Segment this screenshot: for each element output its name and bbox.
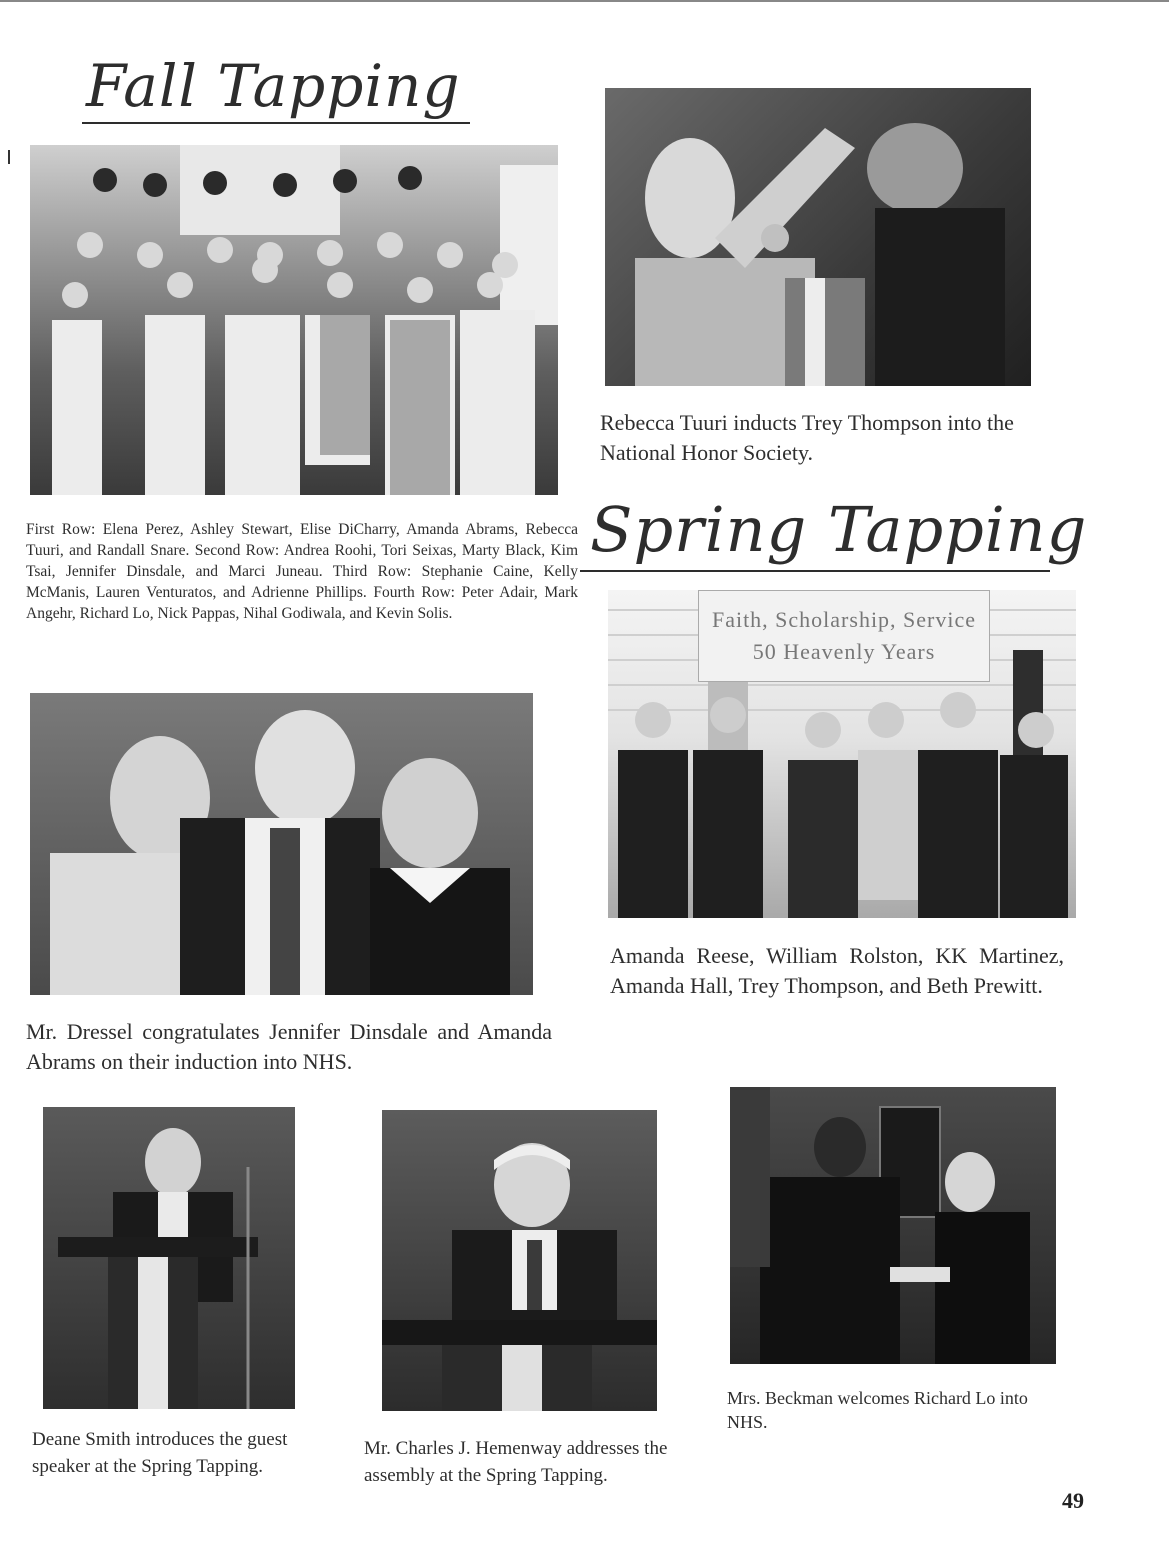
induction-illustration bbox=[605, 88, 1031, 386]
spring-tapping-title: Spring Tapping bbox=[590, 493, 1088, 566]
page-number: 49 bbox=[1062, 1488, 1084, 1513]
dressel-photo bbox=[30, 693, 533, 995]
spring-group-photo bbox=[608, 590, 1076, 918]
hemenway-caption: Mr. Charles J. Hemenway addresses the assembly at the Spring Tapping. bbox=[364, 1438, 668, 1486]
dressel-illustration bbox=[30, 693, 533, 995]
beckman-illustration bbox=[730, 1087, 1056, 1364]
spring-group-caption: Amanda Reese, William Rolston, KK Martinez, Amanda Hall, Trey Thompson, and Beth Prewitt. bbox=[610, 943, 1064, 998]
fall-tapping-title: Fall Tapping bbox=[86, 52, 461, 120]
hemenway-illustration bbox=[382, 1110, 657, 1411]
margin-mark bbox=[8, 150, 10, 164]
anniversary-banner bbox=[698, 590, 990, 682]
deane-caption: Deane Smith introduces the guest speaker at the Spring Tapping. bbox=[32, 1429, 288, 1477]
dressel-caption: Mr. Dressel congratulates Jennifer Dinsdale and Amanda Abrams on their induction into NHS. bbox=[26, 1019, 552, 1074]
deane-smith-photo bbox=[43, 1107, 295, 1409]
fall-group-photo bbox=[30, 145, 558, 495]
fall-group-caption: First Row: Elena Perez, Ashley Stewart, Elise DiCharry, Amanda Abrams, Rebecca Tuuri, and Randall Snare. Second Row: Andrea Roohi, Tori Seixas, Marty Black, Kim Tsai, Jennifer Dinsdale, and Marci Juneau. Third Row: Stephanie Caine, Kelly McManis, Lauren Venturatos, and Adrienne Phillips. Fourth Row: Peter Adair, Mark Angehr, Richard Lo, Nick Pappas, Nihal Godiwala, and Kevin Solis. bbox=[26, 521, 578, 622]
fall-group-illustration bbox=[30, 145, 558, 495]
hemenway-photo bbox=[382, 1110, 657, 1411]
banner-line-2: 50 Heavenly Years bbox=[752, 639, 936, 664]
spring-title-rule bbox=[580, 570, 1050, 572]
page-top-rule bbox=[0, 0, 1169, 2]
beckman-photo bbox=[730, 1087, 1056, 1364]
induction-caption: Rebecca Tuuri inducts Trey Thompson into the National Honor Society. bbox=[600, 410, 1014, 465]
fall-title-rule bbox=[82, 122, 470, 124]
induction-photo bbox=[605, 88, 1031, 386]
deane-illustration bbox=[43, 1107, 295, 1409]
beckman-caption: Mrs. Beckman welcomes Richard Lo into NHS. bbox=[727, 1388, 1028, 1432]
banner-line-1: Faith, Scholarship, Service bbox=[711, 607, 977, 632]
